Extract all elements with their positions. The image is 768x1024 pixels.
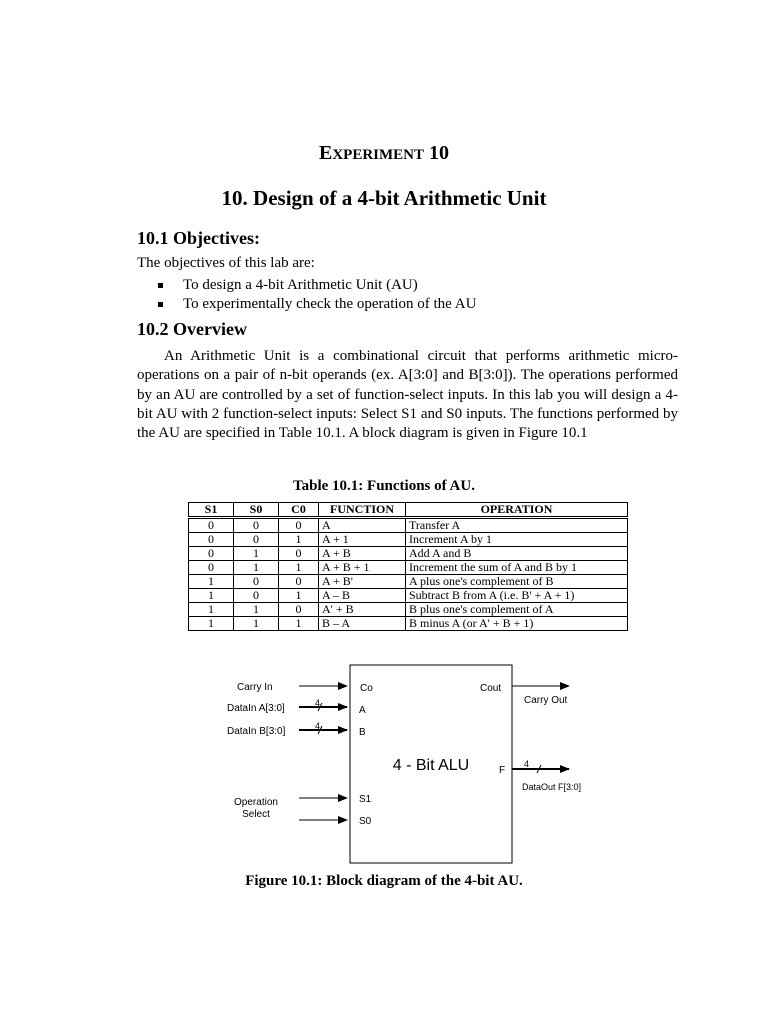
table-cell: B plus one's complement of A: [406, 603, 628, 617]
column-header: S1: [189, 503, 234, 518]
data-b-label: DataIn B[3:0]: [227, 726, 286, 737]
table-cell: 0: [279, 547, 319, 561]
table-cell: B minus A (or A' + B + 1): [406, 617, 628, 631]
table-cell: 0: [279, 518, 319, 533]
table-row: [189, 617, 628, 631]
bullet-icon: [158, 302, 163, 307]
carry-in-label: Carry In: [237, 682, 273, 693]
operation-select-label-line1: Operation: [234, 797, 278, 808]
table-cell: 0: [189, 561, 234, 575]
data-a-label: DataIn A[3:0]: [227, 703, 285, 714]
table-row: [189, 547, 628, 561]
overview-heading: 10.2 Overview: [137, 319, 247, 339]
table-cell: 1: [234, 547, 279, 561]
table-cell: B – A: [319, 617, 406, 631]
port-b: B: [359, 727, 366, 738]
list-item: To experimentally check the operation of the AU: [158, 295, 476, 314]
table-cell: 1: [234, 561, 279, 575]
bus-width-f: 4: [524, 759, 530, 769]
alu-block-label: 4 - Bit ALU: [392, 757, 470, 774]
list-item: To design a 4-bit Arithmetic Unit (AU): [158, 276, 476, 295]
overview-paragraph: An Arithmetic Unit is a combinational circuit that performs arithmetic micro-operations on a pair of n-bit operands (ex. A[3:0] and B[3:0]). The operations performed by an AU are controlled by a set of function-select inputs. In this lab you will design a 4-bit AU with 2 function-select inputs: Select S1 and S0 inputs. The functions performed by the AU are specified in Table 10.1. A block diagram is given in Figure 10.1: [137, 348, 678, 442]
experiment-heading: EXPERIMENT 10: [318, 142, 449, 164]
table-cell: 0: [234, 589, 279, 603]
table-cell: 1: [279, 561, 319, 575]
table-row: [189, 575, 628, 589]
table-cell: A – B: [319, 589, 406, 603]
table-cell: 1: [234, 617, 279, 631]
table-cell: 1: [189, 575, 234, 589]
table-cell: 1: [279, 617, 319, 631]
table-cell: 1: [279, 533, 319, 547]
column-header: OPERATION: [406, 503, 628, 518]
column-header: C0: [279, 503, 319, 518]
port-s1: S1: [359, 794, 372, 805]
operation-select-label-line2: Select: [242, 809, 270, 820]
bullet-icon: [158, 283, 163, 288]
figure-caption: Figure 10.1: Block diagram of the 4-bit AU.: [245, 873, 523, 889]
table-cell: 0: [189, 533, 234, 547]
table-cell: 0: [279, 575, 319, 589]
port-cout: Cout: [480, 683, 502, 694]
port-f: F: [499, 765, 506, 776]
carry-out-label: Carry Out: [524, 695, 568, 706]
data-out-label: DataOut F[3:0]: [522, 782, 582, 792]
column-header: S0: [234, 503, 279, 518]
table-header-row: [189, 503, 628, 518]
port-co: Co: [360, 683, 373, 694]
objectives-heading: 10.1 Objectives:: [137, 228, 260, 248]
table-row: [189, 533, 628, 547]
table-cell: A plus one's complement of B: [406, 575, 628, 589]
table-cell: A + 1: [319, 533, 406, 547]
table-row: [189, 518, 628, 533]
table-caption: Table 10.1: Functions of AU.: [293, 478, 475, 494]
functions-table: [188, 502, 628, 631]
table-row: [189, 589, 628, 603]
table-cell: A + B: [319, 547, 406, 561]
table-cell: Increment A by 1: [406, 533, 628, 547]
table-row: [189, 561, 628, 575]
bus-width-a: 4: [315, 698, 321, 708]
table-cell: Subtract B from A (i.e. B' + A + 1): [406, 589, 628, 603]
document-title: 10. Design of a 4-bit Arithmetic Unit: [221, 186, 547, 210]
column-header: FUNCTION: [319, 503, 406, 518]
table-cell: 1: [189, 589, 234, 603]
table-cell: A' + B: [319, 603, 406, 617]
table-cell: 0: [234, 533, 279, 547]
table-cell: 0: [234, 575, 279, 589]
port-a: A: [359, 705, 366, 716]
objectives-intro: The objectives of this lab are:: [137, 255, 315, 271]
table-cell: 1: [234, 603, 279, 617]
table-cell: Add A and B: [406, 547, 628, 561]
table-cell: A + B + 1: [319, 561, 406, 575]
table-cell: 0: [279, 603, 319, 617]
objectives-list: [158, 276, 476, 314]
table-cell: 0: [234, 518, 279, 533]
table-cell: 1: [189, 603, 234, 617]
table-cell: 0: [189, 518, 234, 533]
table-row: [189, 603, 628, 617]
bus-width-b: 4: [315, 721, 321, 731]
table-cell: 1: [279, 589, 319, 603]
alu-block-diagram: [220, 660, 600, 870]
table-cell: 1: [189, 617, 234, 631]
table-cell: A: [319, 518, 406, 533]
port-s0: S0: [359, 816, 372, 827]
table-cell: A + B': [319, 575, 406, 589]
table-cell: Increment the sum of A and B by 1: [406, 561, 628, 575]
table-cell: 0: [189, 547, 234, 561]
table-cell: Transfer A: [406, 518, 628, 533]
